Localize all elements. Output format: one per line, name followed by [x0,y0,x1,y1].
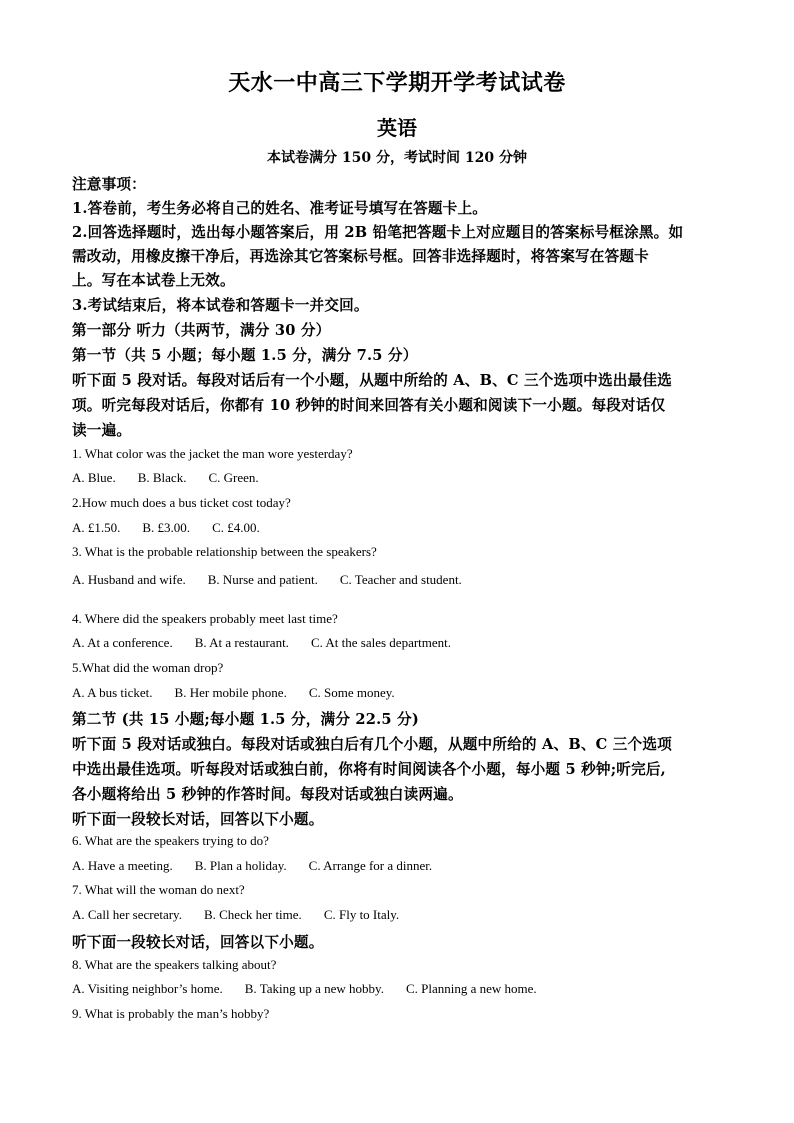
option-c: C. Arrange for a dinner. [308,858,433,873]
exam-title: 天水一中高三下学期开学考试试卷 [228,70,566,96]
question-6-stem: 6. What are the speakers trying to do? [72,833,269,848]
question-6-options [72,858,732,874]
option-b: B. Black. [137,470,187,485]
option-a: A. Call her secretary. [72,907,182,922]
question-8-options [72,981,732,997]
option-a: A. Husband and wife. [72,572,186,587]
note-item-2-line-1: 2.回答选择题时，选出每小题答案后，用 2B 铅笔把答题卡上对应题目的答案标号框涂黑。如 [72,224,684,241]
option-b: B. Nurse and patient. [207,572,318,587]
long-dialog-instruction: 听下面一段较长对话，回答以下小题。 [72,934,324,951]
question-7-stem: 7. What will the woman do next? [72,882,245,897]
note-item-2-line-3: 上。写在本试卷上无效。 [72,272,235,289]
question-3-options [72,572,732,588]
question-4-stem: 4. Where did the speakers probably meet last time? [72,611,338,626]
notes-heading: 注意事项： [72,176,146,193]
section1-instructions-line-2: 项。听完每段对话后，你都有 10 秒钟的时间来回答有关小题和阅读下一小题。每段对话仅 [72,397,666,414]
question-9-stem: 9. What is probably the man’s hobby? [72,1006,270,1021]
option-b: B. Taking up a new hobby. [244,981,384,996]
question-2-stem: 2.How much does a bus ticket cost today? [72,495,291,510]
option-c: C. Planning a new home. [405,981,537,996]
question-1-options [72,470,732,486]
section1-instructions-line-1: 听下面 5 段对话。每段对话后有一个小题，从题中所给的 A、B、C 三个选项中选出最佳选 [72,372,672,389]
option-c: C. At the sales department. [310,635,452,650]
option-c: C. Teacher and student. [339,572,462,587]
option-a: A. A bus ticket. [72,685,153,700]
question-2-options [72,520,732,536]
section2-instructions-line-1: 听下面 5 段对话或独白。每段对话或独白后有几个小题，从题中所给的 A、B、C 三个选项 [72,736,672,753]
section2-heading: 第二节 (共 15 小题;每小题 1.5 分，满分 22.5 分) [72,711,419,728]
question-1-stem: 1. What color was the jacket the man wore yesterday? [72,446,353,461]
long-dialog-instruction: 听下面一段较长对话，回答以下小题。 [72,811,324,828]
section2-instructions-line-2: 中选出最佳选项。听每段对话或独白前，你将有时间阅读各个小题，每小题 5 秒钟;听完后, [72,761,666,778]
section1-heading: 第一节（共 5 小题；每小题 1.5 分，满分 7.5 分） [72,347,418,364]
option-b: B. At a restaurant. [194,635,289,650]
option-b: B. Check her time. [203,907,302,922]
option-b: B. £3.00. [142,520,191,535]
section2-instructions-line-3: 各小题将给出 5 秒钟的作答时间。每段对话或独白读两遍。 [72,786,463,803]
question-7-options [72,907,732,923]
question-4-options [72,635,732,651]
question-5-options [72,685,732,701]
subject-title: 英语 [377,116,417,140]
option-c: C. Fly to Italy. [323,907,400,922]
note-item-3: 3.考试结束后，将本试卷和答题卡一并交回。 [72,297,369,314]
question-8-stem: 8. What are the speakers talking about? [72,957,277,972]
section1-instructions-line-3: 读一遍。 [72,422,132,439]
option-a: A. Blue. [72,470,116,485]
option-c: C. Some money. [308,685,395,700]
option-a: A. Visiting neighbor’s home. [72,981,223,996]
option-a: A. At a conference. [72,635,173,650]
option-b: B. Plan a holiday. [194,858,287,873]
part1-heading: 第一部分 听力（共两节，满分 30 分） [72,322,331,339]
score-info: 本试卷满分 150 分，考试时间 120 分钟 [267,150,527,166]
question-5-stem: 5.What did the woman drop? [72,660,224,675]
option-b: B. Her mobile phone. [174,685,287,700]
note-item-1: 1.答卷前，考生务必将自己的姓名、准考证号填写在答题卡上。 [72,200,488,217]
question-3-stem: 3. What is the probable relationship between the speakers? [72,544,377,559]
note-item-2-line-2: 需改动，用橡皮擦干净后，再选涂其它答案标号框。回答非选择题时，将答案写在答题卡 [72,248,649,265]
option-a: A. Have a meeting. [72,858,173,873]
option-c: C. Green. [208,470,259,485]
option-c: C. £4.00. [212,520,260,535]
option-a: A. £1.50. [72,520,121,535]
